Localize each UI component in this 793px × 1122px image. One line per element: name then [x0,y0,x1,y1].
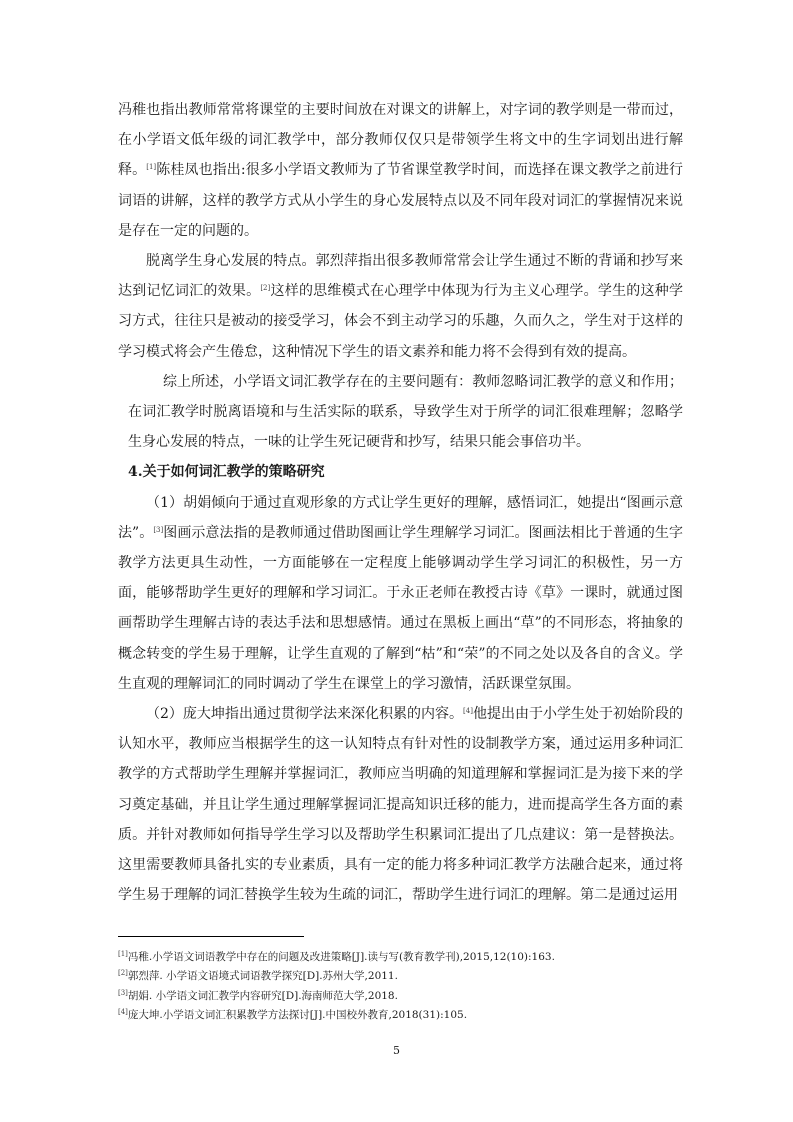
section-heading: 4.关于如何词汇教学的策略研究 [128,464,325,481]
paragraph-4b-text: 图画示意法指的是教师通过借助图画让学生理解学习词汇。图画法相比于普通的生字教学方法更具生动性，一方面能够在一定程度上能够调动学生学习词汇的积极性，另一方面，能够帮助学生更好的理解和学习词汇。于永正老师在教授古诗《草》一课时，就通过图画帮助学生理解古诗的表达手法和思想感情。通过在黑板上画出“草”的不同形态，将抽象的概念转变的学生易于理解，让学生直观的了解到“枯”和“荣”的不同之处以及各自的含义。学生直观的理解词汇的同时调动了学生在课堂上的学习激情，活跃课堂氛围。 [118,524,683,692]
paragraph-4 [118,488,683,699]
body-text [118,95,683,910]
paragraph-2a-text: 脱离学生身心发展的特点。郭烈萍指出很多教师常常会让学生通过不断的背诵和抄写来达到记忆词汇的效果。 [118,253,683,300]
footnote-separator [118,936,304,937]
footnote-text: 庞大坤.小学语文词汇积累教学方法探讨[J].中国校外教育,2018(31):105. [127,1009,468,1022]
footnote-text: 胡娟. 小学语文词汇教学内容研究[D].海南师范大学,2018. [127,989,398,1002]
paragraph-2 [118,246,683,367]
footnote-mark: [3] [118,988,128,997]
footnotes [118,948,683,1026]
paragraph-5 [118,699,683,910]
paragraph-1 [118,95,683,246]
paragraph-2b-text: 这样的思维模式在心理学中体现为行为主义心理学。学生的这种学习方式，往往只是被动的接受学习，体会不到主动学习的乐趣，久而久之，学生对于这样的学习模式将会产生倦怠，这种情况下学生的语文素养和能力将不会得到有效的提高。 [118,283,683,360]
paragraph-1b-text: 陈桂凤也指出:很多小学语文教师为了节省课堂教学时间，而选择在课文教学之前进行词语的讲解，这样的教学方式从小学生的身心发展特点以及不同年段对词汇的掌握情况来说是存在一定的问题的。 [118,162,683,239]
paragraph-5b-text: 他提出由于小学生处于初始阶段的认知水平，教师应当根据学生的这一认知特点有针对性的设制教学方案，通过运用多种词汇教学的方式帮助学生理解并掌握词汇，教师应当明确的知道理解和掌握词汇是为接下来的学习奠定基础，并且让学生通过理解掌握词汇提高知识迁移的能力，进而提高学生各方面的素质。并针对教师如何指导学生学习以及帮助学生积累词汇提出了几点建议：第一是替换法。这里需要教师具备扎实的专业素质，具有一定的能力将多种词汇教学方法融合起来，通过将学生易于理解的词汇替换学生较为生疏的词汇，帮助学生进行词汇的理解。第二是通过运用 [118,706,684,904]
paragraph-4a-text: （1）胡娟倾向于通过直观形象的方式让学生更好的理解，感悟词汇，她提出“图画示意法”。 [118,494,683,541]
footnote-ref-2[interactable]: [2] [260,284,271,293]
footnote-ref-1[interactable]: [1] [146,163,157,172]
footnote-mark: [4] [118,1008,128,1017]
paragraph-1-text: 冯稚也指出教师常常将课堂的主要时间放在对课文的讲解上，对字词的教学则是一带而过，在小学语文低年级的词汇教学中，部分教师仅仅只是带领学生将文中的生字词划出进行解释。 [118,102,683,179]
footnote-mark: [2] [118,969,128,978]
footnote-mark: [1] [118,950,128,958]
footnote-item [118,987,683,1006]
footnote-item [118,1006,683,1025]
page-number: 5 [393,1044,400,1057]
footnote-ref-4[interactable]: [4] [463,707,473,716]
footnote-text: 郭烈萍. 小学语文语境式词语教学探究[D].苏州大学,2011. [127,970,398,983]
footnote-ref-3[interactable]: [3] [153,525,164,534]
footnote-item [118,967,683,986]
paragraph-5a-text: （2）庞大坤指出通过贯彻学法来深化积累的内容。 [146,706,464,723]
footnote-text: 冯稚.小学语文词语教学中存在的问题及改进策略[J].读与写(教育教学刊),2015,12(10):163. [127,951,555,963]
footnote-item [118,948,683,967]
paragraph-3: 综上所述，小学语文词汇教学存在的主要问题有：教师忽略词汇教学的意义和作用；在词汇教学时脱离语境和与生活实际的联系，导致学生对于所学的词汇很难理解；忽略学生身心发展的特点，一味的让学生死记硬背和抄写，结果只能会事倍功半。 [128,373,683,451]
